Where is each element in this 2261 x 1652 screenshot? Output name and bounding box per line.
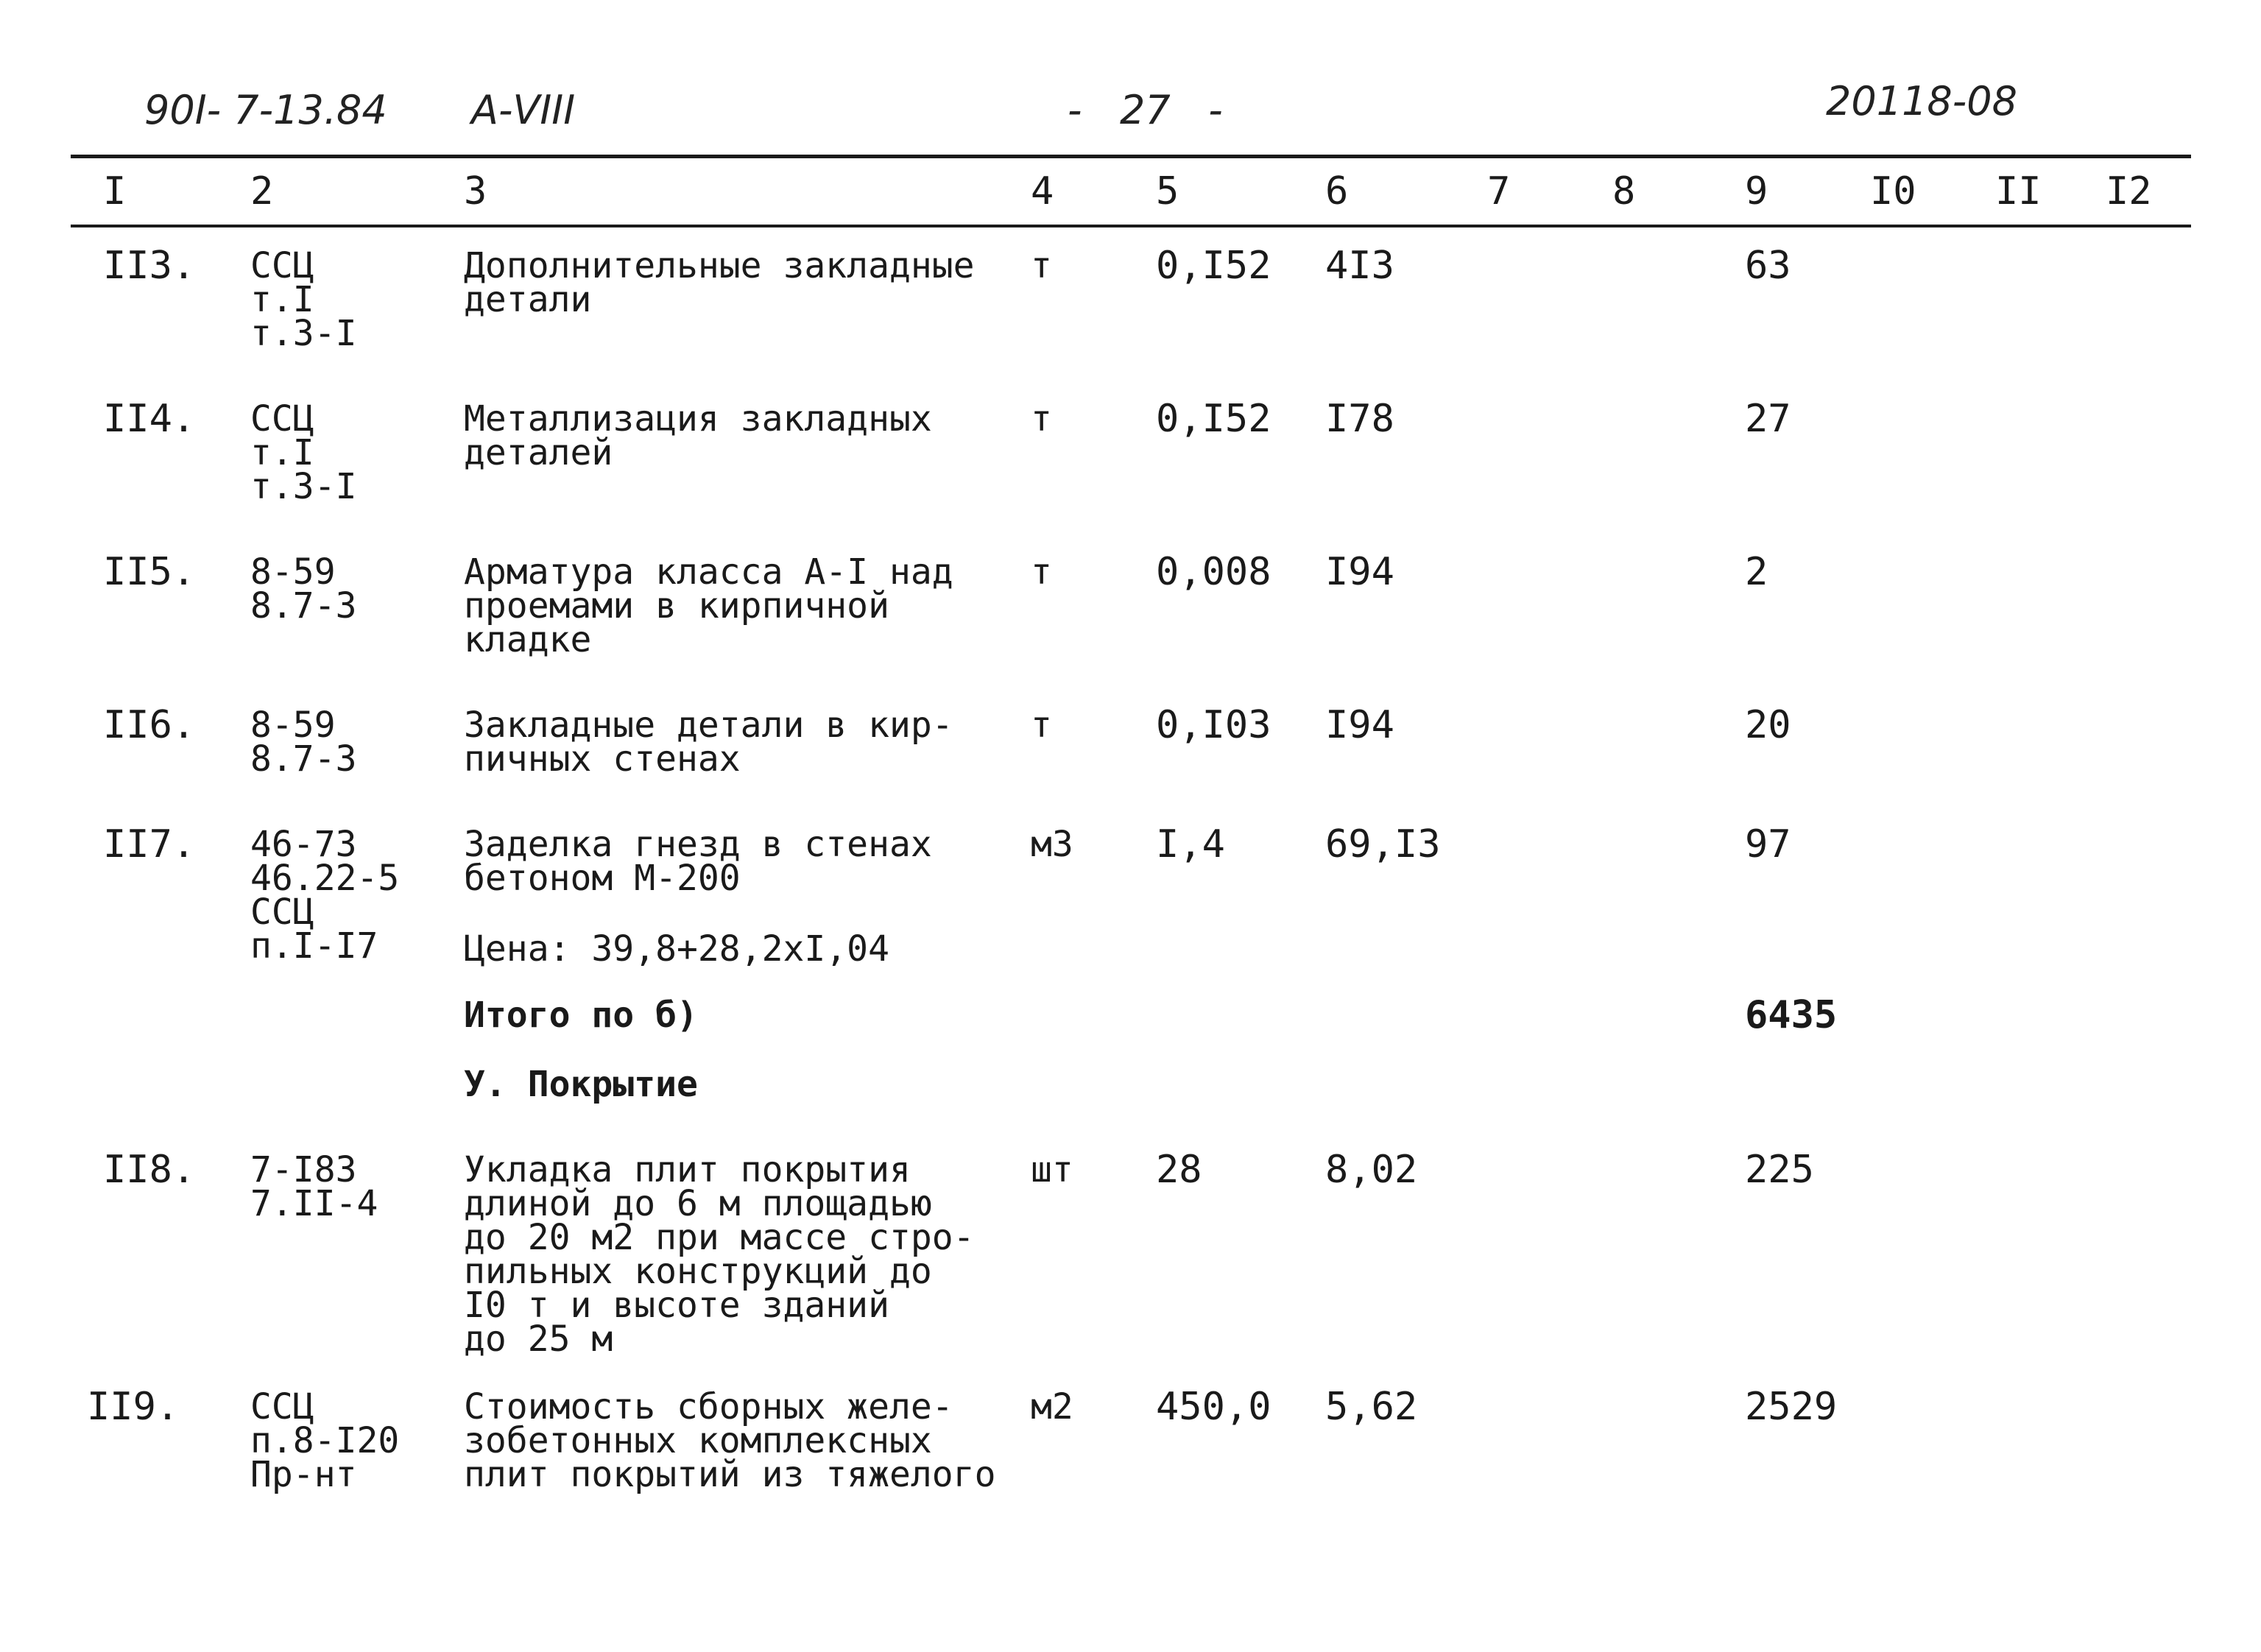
total-cost: 2529 bbox=[1745, 1385, 1838, 1429]
unit-price: 8,02 bbox=[1325, 1148, 1418, 1192]
section-heading: У. Покрытие bbox=[464, 1064, 698, 1105]
column-number: 5 bbox=[1156, 169, 1179, 213]
row-number: II4. bbox=[103, 397, 196, 441]
unit: шт bbox=[1031, 1149, 1073, 1190]
quantity: I,4 bbox=[1156, 822, 1225, 866]
column-number: 2 bbox=[250, 169, 274, 213]
subtotal-value: 6435 bbox=[1745, 993, 1838, 1037]
row-number: II8. bbox=[103, 1148, 196, 1192]
total-cost: 2 bbox=[1745, 550, 1768, 594]
unit: т bbox=[1031, 551, 1052, 593]
price-formula: Цена: 39,8+28,2хI,04 bbox=[464, 928, 889, 970]
document-code: 90I- 7-13.84 bbox=[144, 87, 387, 133]
subtotal-label: Итого по б) bbox=[464, 995, 698, 1036]
work-description: Арматура класса А-I над проемами в кирпичной кладке bbox=[464, 551, 953, 660]
total-cost: 63 bbox=[1745, 244, 1791, 288]
row-number: II6. bbox=[103, 703, 196, 747]
column-number: 8 bbox=[1612, 169, 1636, 213]
top-rule bbox=[71, 155, 2191, 158]
unit-price: 4I3 bbox=[1325, 244, 1394, 288]
column-number: 6 bbox=[1325, 169, 1349, 213]
work-description: Металлизация закладных деталей bbox=[464, 398, 932, 473]
quantity: 0,008 bbox=[1156, 550, 1271, 594]
unit-price: I94 bbox=[1325, 550, 1394, 594]
total-cost: 27 bbox=[1745, 397, 1791, 441]
quantity: 0,I52 bbox=[1156, 244, 1271, 288]
norm-reference: ССЦ п.8-I20 Пр-нт bbox=[250, 1386, 400, 1495]
column-number: I2 bbox=[2106, 169, 2152, 213]
page-number: - 27 - bbox=[1068, 87, 1223, 133]
norm-reference: 7-I83 7.II-4 bbox=[250, 1149, 378, 1224]
column-number: I bbox=[103, 169, 127, 213]
column-number: 3 bbox=[464, 169, 487, 213]
header-rule bbox=[71, 225, 2191, 227]
row-number: II7. bbox=[103, 822, 196, 866]
unit: т bbox=[1031, 705, 1052, 746]
column-number: I0 bbox=[1870, 169, 1916, 213]
unit: т bbox=[1031, 398, 1052, 440]
quantity: 0,I52 bbox=[1156, 397, 1271, 441]
unit-price: 5,62 bbox=[1325, 1385, 1418, 1429]
quantity: 450,0 bbox=[1156, 1385, 1271, 1429]
total-cost: 97 bbox=[1745, 822, 1791, 866]
norm-reference: ССЦ т.I т.3-I bbox=[250, 245, 357, 354]
unit: м3 bbox=[1031, 824, 1073, 865]
quantity: 28 bbox=[1156, 1148, 1202, 1192]
work-description: Стоимость сборных желе- зобетонных комплексных плит покрытий из тяжелого bbox=[464, 1386, 996, 1495]
row-number: II9. bbox=[87, 1385, 180, 1429]
work-description: Заделка гнезд в стенах бетоном М-200 bbox=[464, 824, 932, 899]
norm-reference: ССЦ т.I т.3-I bbox=[250, 398, 357, 507]
work-description: Укладка плит покрытия длиной до 6 м площадью до 20 м2 при массе стро- пильных конструкций до I0 т и высоте зданий до 25 м bbox=[464, 1149, 975, 1360]
album-code: А-VIII bbox=[471, 87, 576, 133]
total-cost: 20 bbox=[1745, 703, 1791, 747]
column-number: 4 bbox=[1031, 169, 1054, 213]
column-number: 9 bbox=[1745, 169, 1768, 213]
work-description: Дополнительные закладные детали bbox=[464, 245, 975, 320]
unit-price: I78 bbox=[1325, 397, 1394, 441]
column-number: 7 bbox=[1487, 169, 1511, 213]
unit: т bbox=[1031, 245, 1052, 286]
column-number: II bbox=[1995, 169, 2042, 213]
work-description: Закладные детали в кир- пичных стенах bbox=[464, 705, 953, 780]
row-number: II3. bbox=[103, 244, 196, 288]
quantity: 0,I03 bbox=[1156, 703, 1271, 747]
norm-reference: 8-59 8.7-3 bbox=[250, 705, 357, 780]
norm-reference: 8-59 8.7-3 bbox=[250, 551, 357, 626]
unit: м2 bbox=[1031, 1386, 1073, 1427]
row-number: II5. bbox=[103, 550, 196, 594]
unit-price: 69,I3 bbox=[1325, 822, 1441, 866]
unit-price: I94 bbox=[1325, 703, 1394, 747]
norm-reference: 46-73 46.22-5 ССЦ п.I-I7 bbox=[250, 824, 400, 967]
archive-stamp: 20118-08 bbox=[1826, 78, 2017, 124]
total-cost: 225 bbox=[1745, 1148, 1814, 1192]
